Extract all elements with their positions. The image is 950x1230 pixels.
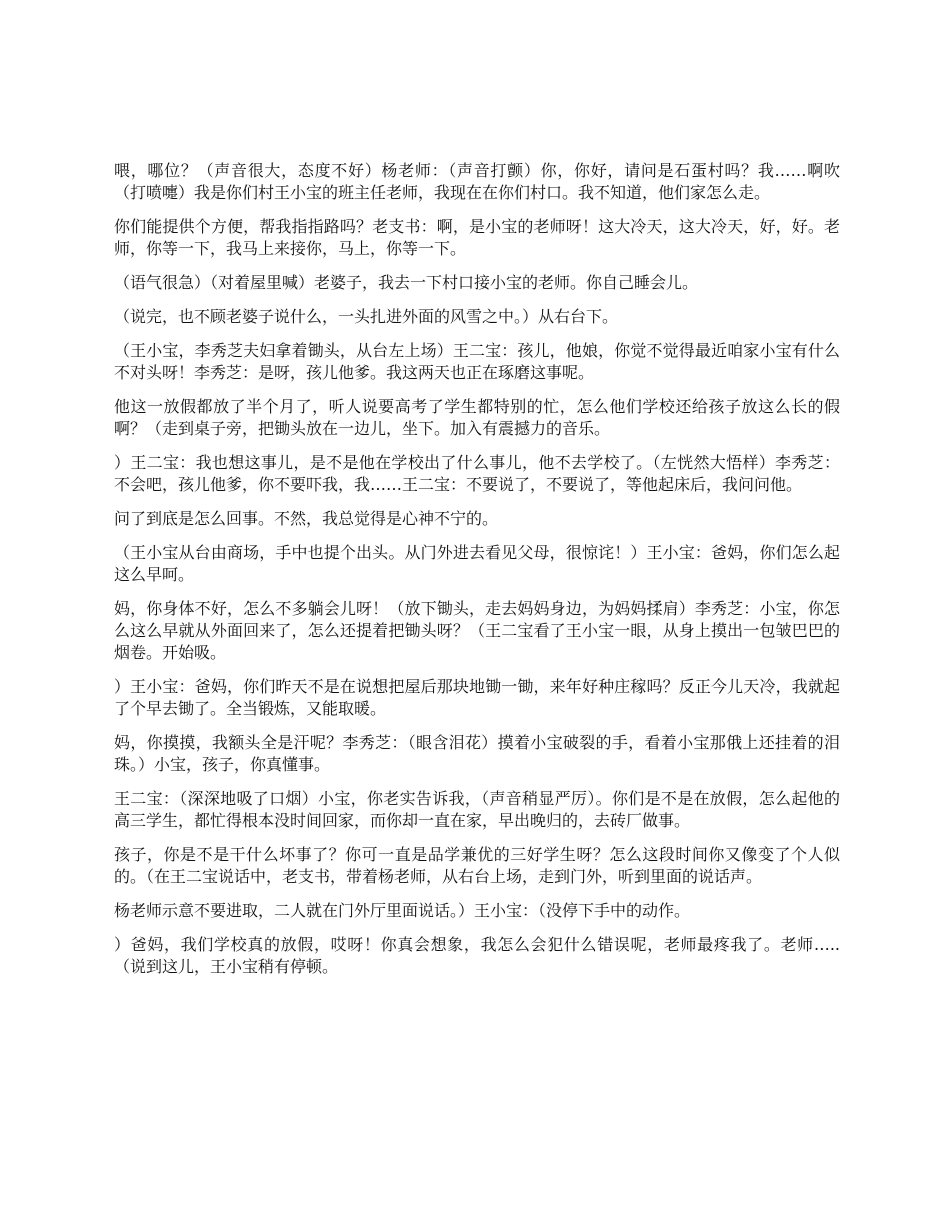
paragraph: （说完，也不顾老婆子说什么，一头扎进外面的风雪之中。）从右台下。 (114, 307, 619, 326)
paragraph: ）爸妈，我们学校真的放假，哎呀！你真会想象，我怎么会犯什么错误呢，老师最疼我了。老师…..（说到这儿，王小宝稍有停顿。 (114, 935, 840, 976)
paragraph: （王小宝从台由商场，手中也提个出头。从门外进去看见父母，很惊诧！）王小宝：爸妈，你们怎么起这么早呵。 (114, 543, 840, 584)
paragraph: 你们能提供个方便，帮我指指路吗？老支书：啊，是小宝的老师呀！这大冷天，这大冷天，好，好。老师，你等一下，我马上来接你，马上，你等一下。 (114, 217, 840, 258)
paragraph: 妈，你摸摸，我额头全是汗呢？李秀芝：（眼含泪花）摸着小宝破裂的手，看着小宝那俄上还挂着的泪珠。）小宝，孩子，你真懂事。 (114, 733, 840, 774)
paragraph: ）王二宝：我也想这事儿，是不是他在学校出了什么事儿，他不去学校了。（左恍然大悟样）李秀芝：不会吧，孩儿他爹，你不要吓我，我……王二宝：不要说了，不要说了，等他起床后，我问问他。 (114, 453, 840, 494)
paragraph: 孩子，你是不是干什么坏事了？你可一直是品学兼优的三好学生呀？怎么这段时间你又像变了个人似的。（在王二宝说话中，老支书，带着杨老师，从右台上场，走到门外，听到里面的说话声。 (114, 845, 840, 886)
document-body (114, 160, 840, 990)
paragraph: 杨老师示意不要进取，二人就在门外厅里面说话。）王小宝：（没停下手中的动作。 (114, 901, 691, 920)
paragraph: 王二宝：（深深地吸了口烟）小宝，你老实告诉我，（声音稍显严厉）。你们是不是在放假，怎么起他的高三学生，都忙得根本没时间回家，而你却一直在家，早出晚归的，去砖厂做事。 (114, 789, 840, 830)
paragraph: 他这一放假都放了半个月了，听人说要高考了学生都特别的忙，怎么他们学校还给孩子放这么长的假啊？（走到桌子旁，把锄头放在一边儿，坐下。加入有震撼力的音乐。 (114, 397, 840, 438)
paragraph: （语气很急）（对着屋里喊）老婆子，我去一下村口接小宝的老师。你自己睡会儿。 (114, 273, 699, 292)
paragraph: 问了到底是怎么回事。不然，我总觉得是心神不宁的。 (114, 509, 499, 528)
paragraph: 喂，哪位？（声音很大，态度不好）杨老师：（声音打颤）你，你好，请问是石蛋村吗？我……啊吹（打喷嚏）我是你们村王小宝的班主任老师，我现在在你们村口。我不知道，他们家怎么走。 (114, 161, 840, 202)
paragraph: 妈，你身体不好，怎么不多躺会儿呀！（放下锄头，走去妈妈身边，为妈妈揉肩）李秀芝：小宝，你怎么这么早就从外面回来了，怎么还提着把锄头呀？（王二宝看了王小宝一眼，从身上摸出一包皱巴巴的烟卷。开始吸。 (114, 599, 840, 662)
paragraph: ）王小宝：爸妈，你们昨天不是在说想把屋后那块地锄一锄，来年好种庄稼吗？反正今儿天冷，我就起了个早去锄了。全当锻炼，又能取暖。 (114, 677, 840, 718)
paragraph: （王小宝，李秀芝夫妇拿着锄头，从台左上场）王二宝：孩儿，他娘，你觉不觉得最近咱家小宝有什么不对头呀！李秀芝：是呀，孩儿他爹。我这两天也正在琢磨这事呢。 (114, 341, 840, 382)
